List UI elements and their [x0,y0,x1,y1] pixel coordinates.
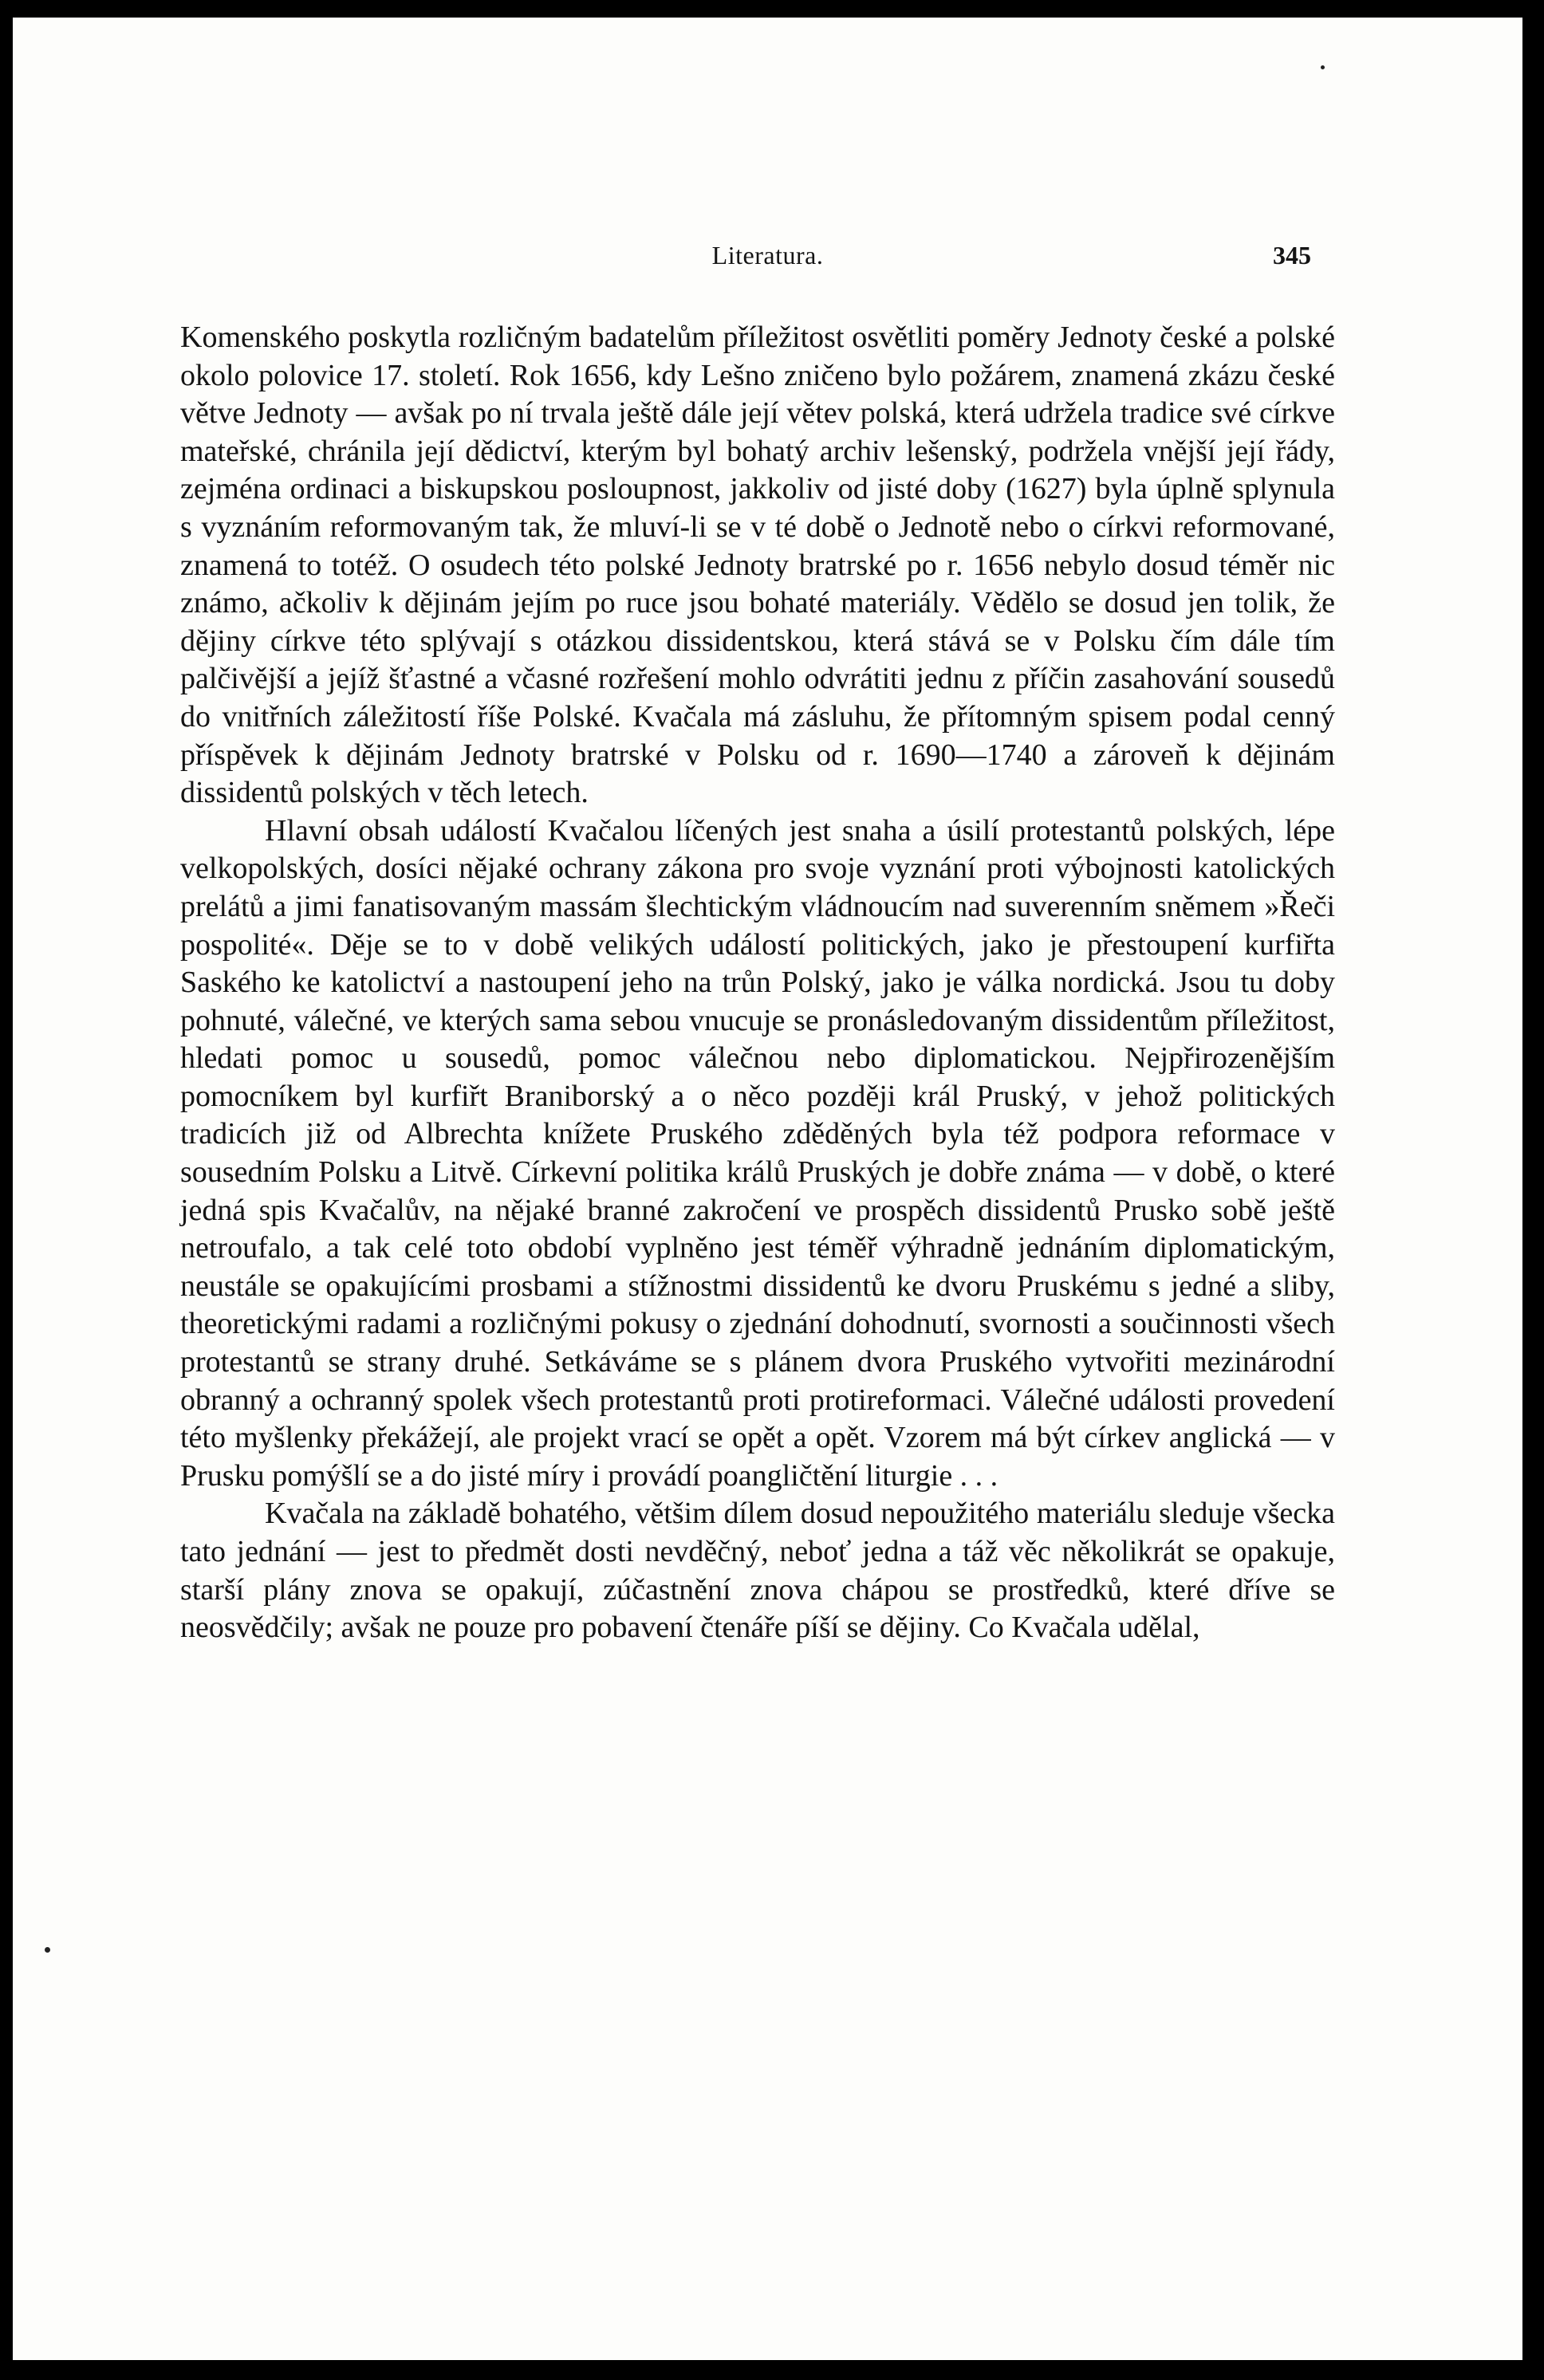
page-header [13,241,1522,273]
paragraph-2: Hlavní obsah událostí Kvačalou líčených jest snaha a úsilí protestantů polských, lépe velkopolských, dosíci nějaké ochrany zákona pro svoje vyznání proti výbojnosti katolických prelátů a jimi fanatisovaným massám šlechtickým vládnoucím nad suverenním sněmem »Řeči pospolité«. Děje se to v době velikých událostí politických, jako je přestoupení kurfiřta Saského ke katolictví a nastoupení jeho na trůn Polský, jako je válka nordická. Jsou tu doby pohnuté, válečné, ve kterých sama sebou vnucuje se pronásledovaným dissidentům příležitost, hledati pomoc u sousedů, pomoc válečnou nebo diplomatickou. Nejpřirozenějším pomocníkem byl kurfiřt Braniborský a o něco později král Pruský, v jehož politických tradicích již od Albrechta knížete Pruského zděděných byla též podpora reformace v sousedním Polsku a Litvě. Církevní politika králů Pruských je dobře známa — v době, o které jedná spis Kvačalův, na nějaké branné zakročení ve prospěch dissidentů Prusko sobě ještě netroufalo, a tak celé toto období vyplněno jest téměř výhradně jednáním diplomatickým, neustále se opakujícími prosbami a stížnostmi dissidentů ke dvoru Pruskému s jedné a sliby, theoretickými radami a rozličnými pokusy o zjednání dohodnutí, svornosti a součinnosti všech protestantů se strany druhé. Setkáváme se s plánem dvora Pruského vytvořiti mezinárodní obranný a ochranný spolek všech protestantů proti protireformaci. Válečné události provedení této myšlenky překážejí, ale projekt vrací se opět a opět. Vzorem má být církev anglická — v Prusku pomýšlí se a do jisté míry i provádí poangličtění liturgie . . . [180,813,1335,1493]
body-text [180,319,1335,1647]
paragraph-3: Kvačala na základě bohatého, většim dílem dosud nepoužitého materiálu sleduje všecka tato jednání — jest to předmět dosti nevděčný, neboť jedna a táž věc několikrát se opakuje, starší plány znova se opakují, zúčastnění znova chápou se prostředků, které dříve se neosvědčily; avšak ne pouze pro pobavení čtenáře píší se dějiny. Co Kvačala udělal, [180,1497,1335,1645]
page-number: 345 [1273,241,1311,269]
paper-speck [1321,65,1325,69]
book-page [13,18,1522,2360]
paragraph-1: Komenského poskytla rozličným badatelům příležitost osvětliti poměry Jednoty české a polské okolo polovice 17. století. Rok 1656, kdy Lešno zničeno bylo požárem, znamená zkázu české větve Jednoty — avšak po ní trvala ještě dále její větev polská, která udržela tradice své církve mateřské, chránila její dědictví, kterým byl bohatý archiv lešenský, podržela vnější její řády, zejména ordinaci a biskupskou posloupnost, jakkoliv od jisté doby (1627) byla úplně splynula s vyznáním reformovaným tak, že mluví-li se v té době o Jednotě nebo o církvi reformované, znamená to totéž. O osudech této polské Jednoty bratrské po r. 1656 nebylo dosud téměr nic známo, ačkoliv k dějinám jejím po ruce jsou bohaté materiály. Vědělo se dosud jen tolik, že dějiny církve této splývají s otázkou dissidentskou, která stává se v Polsku čím dále tím palčivější a jejíž šťastné a včasné rozřešení mohlo odvrátiti jednu z příčin zasahování sousedů do vnitřních záležitostí říše Polské. Kvačala má zásluhu, že přítomným spisem podal cenný příspěvek k dějinám Jednoty bratrské v Polsku od r. 1690—1740 a zároveň k dějinám dissidentů polských v těch letech. [180,321,1335,810]
paper-speck [45,1947,50,1953]
running-title: Literatura. [711,241,824,269]
